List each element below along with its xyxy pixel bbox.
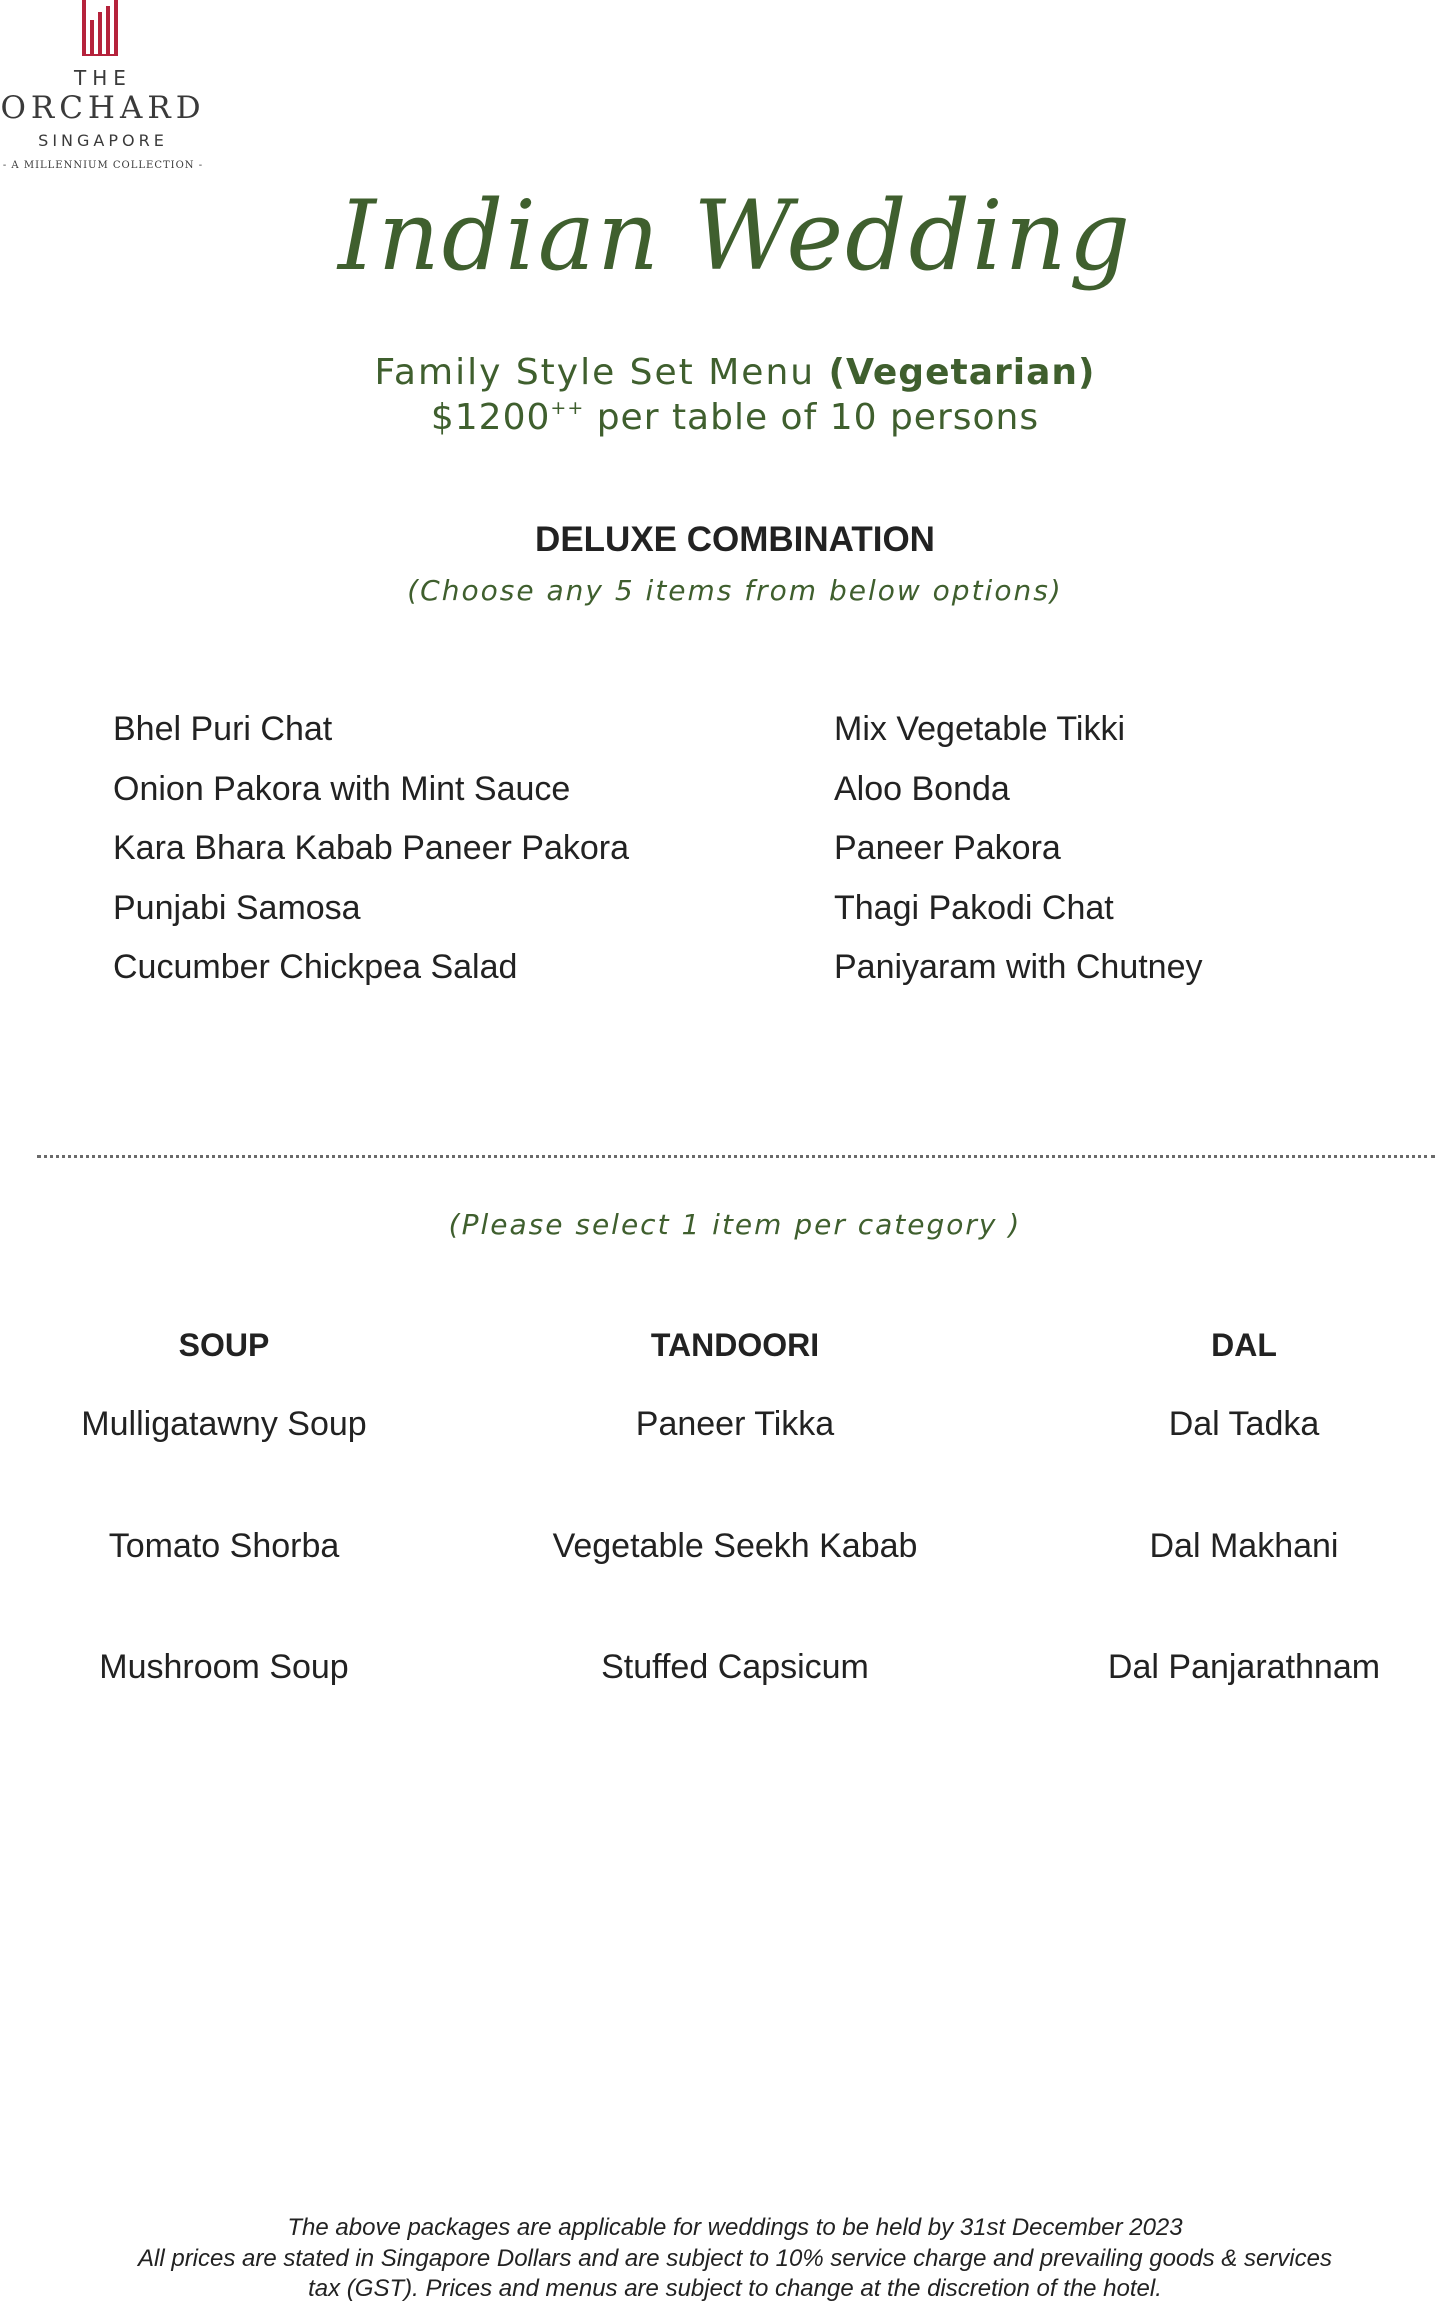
category-item: Stuffed Capsicum bbox=[601, 1648, 869, 1686]
subtitle-vegetarian: (Vegetarian) bbox=[828, 352, 1096, 393]
category-heading: DAL bbox=[1211, 1327, 1277, 1363]
footer-line-1: The above packages are applicable for weddings to be held by 31st December 2023 bbox=[287, 2214, 1183, 2241]
deluxe-right-column bbox=[834, 700, 1203, 998]
hotel-logo bbox=[0, 0, 210, 180]
dotted-divider bbox=[37, 1155, 1435, 1158]
price-value: $1200 bbox=[430, 397, 551, 438]
category-item: Dal Makhani bbox=[1149, 1527, 1339, 1565]
logo-the-text: THE bbox=[74, 66, 132, 90]
menu-item: Thagi Pakodi Chat bbox=[834, 888, 1114, 927]
category-heading: TANDOORI bbox=[650, 1327, 820, 1363]
logo-singapore-text: SINGAPORE bbox=[38, 131, 168, 150]
price-suffix: per table of 10 persons bbox=[584, 397, 1040, 438]
category-item: Dal Panjarathnam bbox=[1107, 1648, 1381, 1686]
page-title: Indian Wedding bbox=[337, 180, 1133, 292]
menu-item: Onion Pakora with Mint Sauce bbox=[113, 769, 571, 808]
subtitle-prefix: Family Style Set Menu bbox=[374, 352, 829, 393]
category-heading: SOUP bbox=[178, 1327, 270, 1363]
logo-collection-text: - A MILLENNIUM COLLECTION - bbox=[2, 160, 204, 171]
menu-item: Paneer Pakora bbox=[834, 829, 1061, 867]
price-sup: ++ bbox=[550, 397, 585, 419]
category-item: Vegetable Seekh Kabab bbox=[552, 1527, 918, 1565]
menu-item: Kara Bhara Kabab Paneer Pakora bbox=[113, 829, 630, 867]
menu-item: Cucumber Chickpea Salad bbox=[113, 948, 518, 986]
footer-terms bbox=[0, 2213, 1435, 2305]
category-item: Tomato Shorba bbox=[108, 1527, 340, 1565]
menu-subtitle bbox=[0, 352, 1435, 393]
category-item: Dal Tadka bbox=[1168, 1405, 1320, 1443]
category-item: Mushroom Soup bbox=[99, 1648, 349, 1686]
category-item: Paneer Tikka bbox=[635, 1405, 835, 1443]
deluxe-left-column bbox=[113, 700, 629, 998]
price-line bbox=[0, 397, 1435, 438]
menu-item: Aloo Bonda bbox=[834, 769, 1010, 808]
menu-item: Bhel Puri Chat bbox=[113, 710, 333, 748]
menu-item: Mix Vegetable Tikki bbox=[834, 710, 1126, 748]
logo-bars-icon bbox=[82, 0, 124, 56]
menu-item: Punjabi Samosa bbox=[113, 888, 361, 927]
footer-line-3: tax (GST). Prices and menus are subject to change at the discretion of the hotel. bbox=[308, 2275, 1162, 2302]
deluxe-heading: DELUXE COMBINATION bbox=[535, 520, 935, 559]
menu-item: Paniyaram with Chutney bbox=[834, 948, 1203, 986]
category-item: Mulligatawny Soup bbox=[81, 1405, 367, 1443]
selection-note: (Please select 1 item per category ) bbox=[448, 1208, 1022, 1241]
footer-line-2: All prices are stated in Singapore Dollars and are subject to 10% service charge and prevailing goods & services bbox=[138, 2244, 1332, 2272]
logo-orchard-text: ORCHARD bbox=[0, 90, 206, 126]
deluxe-note: (Choose any 5 items from below options) bbox=[407, 574, 1063, 607]
